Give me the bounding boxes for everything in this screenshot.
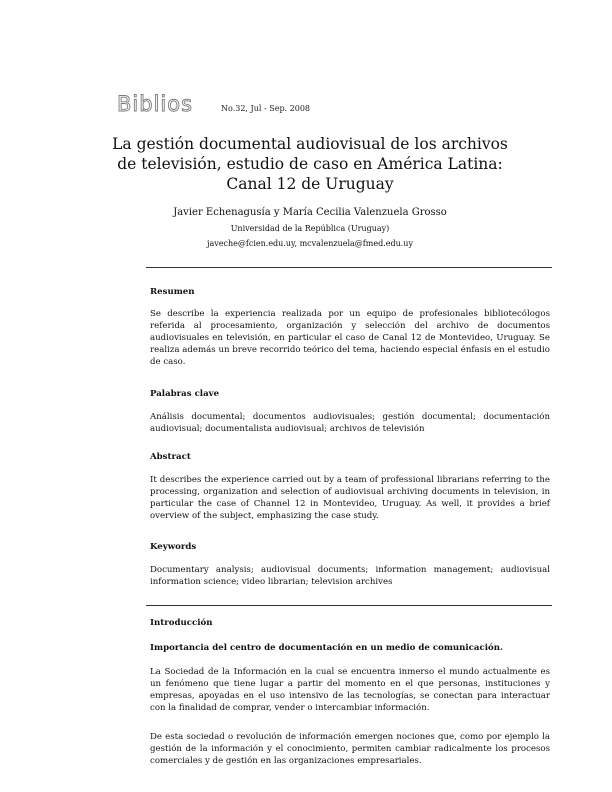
palabras-clave-text: Análisis documental; documentos audiovisuales; gestión documental; documentación audiovisual; documentalista audiovisual; archivos de televisión: [150, 412, 550, 434]
resumen-text: Se describe la experiencia realizada por un equipo de profesionales bibliotecólogos referida al procesamiento, organización y selección del archivo de documentos audiovisuales en televisión, en particular el caso de Canal 12 de Montevideo, Uruguay. Se realiza además un breve recorrido teórico del tema, haciendo especial énfasis en el estudio de caso.: [150, 309, 550, 367]
author-affiliation: Universidad de la República (Uruguay): [230, 224, 390, 233]
resumen-heading: Resumen: [150, 287, 195, 297]
top-divider: [146, 267, 552, 268]
introduccion-heading: Introducción: [150, 618, 213, 628]
introduccion-subheading: Importancia del centro de documentación en un medio de comunicación.: [150, 643, 503, 653]
intro-paragraph-2: De esta sociedad o revolución de información emergen nociones que, como por ejemplo la gestión de la información y el conocimiento, permiten cambiar radicalmente los procesos comerciales y de gestión en las organizaciones empresariales.: [150, 732, 550, 766]
keywords-heading: Keywords: [150, 542, 197, 552]
article-title: La gestión documental audiovisual de los archivos de televisión, estudio de caso en América Latina: Canal 12 de Uruguay: [112, 135, 508, 193]
journal-logo: Biblios: [117, 92, 194, 116]
abstract-heading: Abstract: [150, 452, 191, 462]
intro-paragraph-1: La Sociedad de la Información en la cual se encuentra inmerso el mundo actualmente es un fenómeno que tiene lugar a partir del momento en el que personas, instituciones y empresas, apoyadas en el uso intensivo de las tecnologías, se conectan para interactuar con la finalidad de comprar, vender o intercambiar información.: [150, 667, 550, 713]
palabras-clave-heading: Palabras clave: [150, 389, 220, 399]
journal-header: [117, 92, 310, 116]
author-emails: javeche@fcien.edu.uy, mcvalenzuela@fmed.edu.uy: [207, 239, 413, 248]
abstract-text: It describes the experience carried out by a team of professional librarians referring to the processing, organization and selection of audiovisual archiving documents in television, in particular the case of Channel 12 in Montevideo, Uruguay. As well, it provides a brief overview of the subject, emphasizing the case study.: [150, 475, 550, 521]
article-authors: Javier Echenagusía y María Cecilia Valenzuela Grosso: [173, 207, 447, 218]
keywords-text: Documentary analysis; audiovisual documents; information management; audiovisual information science; video librarian; television archives: [150, 565, 550, 587]
section-divider: [146, 605, 552, 606]
issue-info: No.32, Jul - Sep. 2008: [221, 104, 311, 113]
